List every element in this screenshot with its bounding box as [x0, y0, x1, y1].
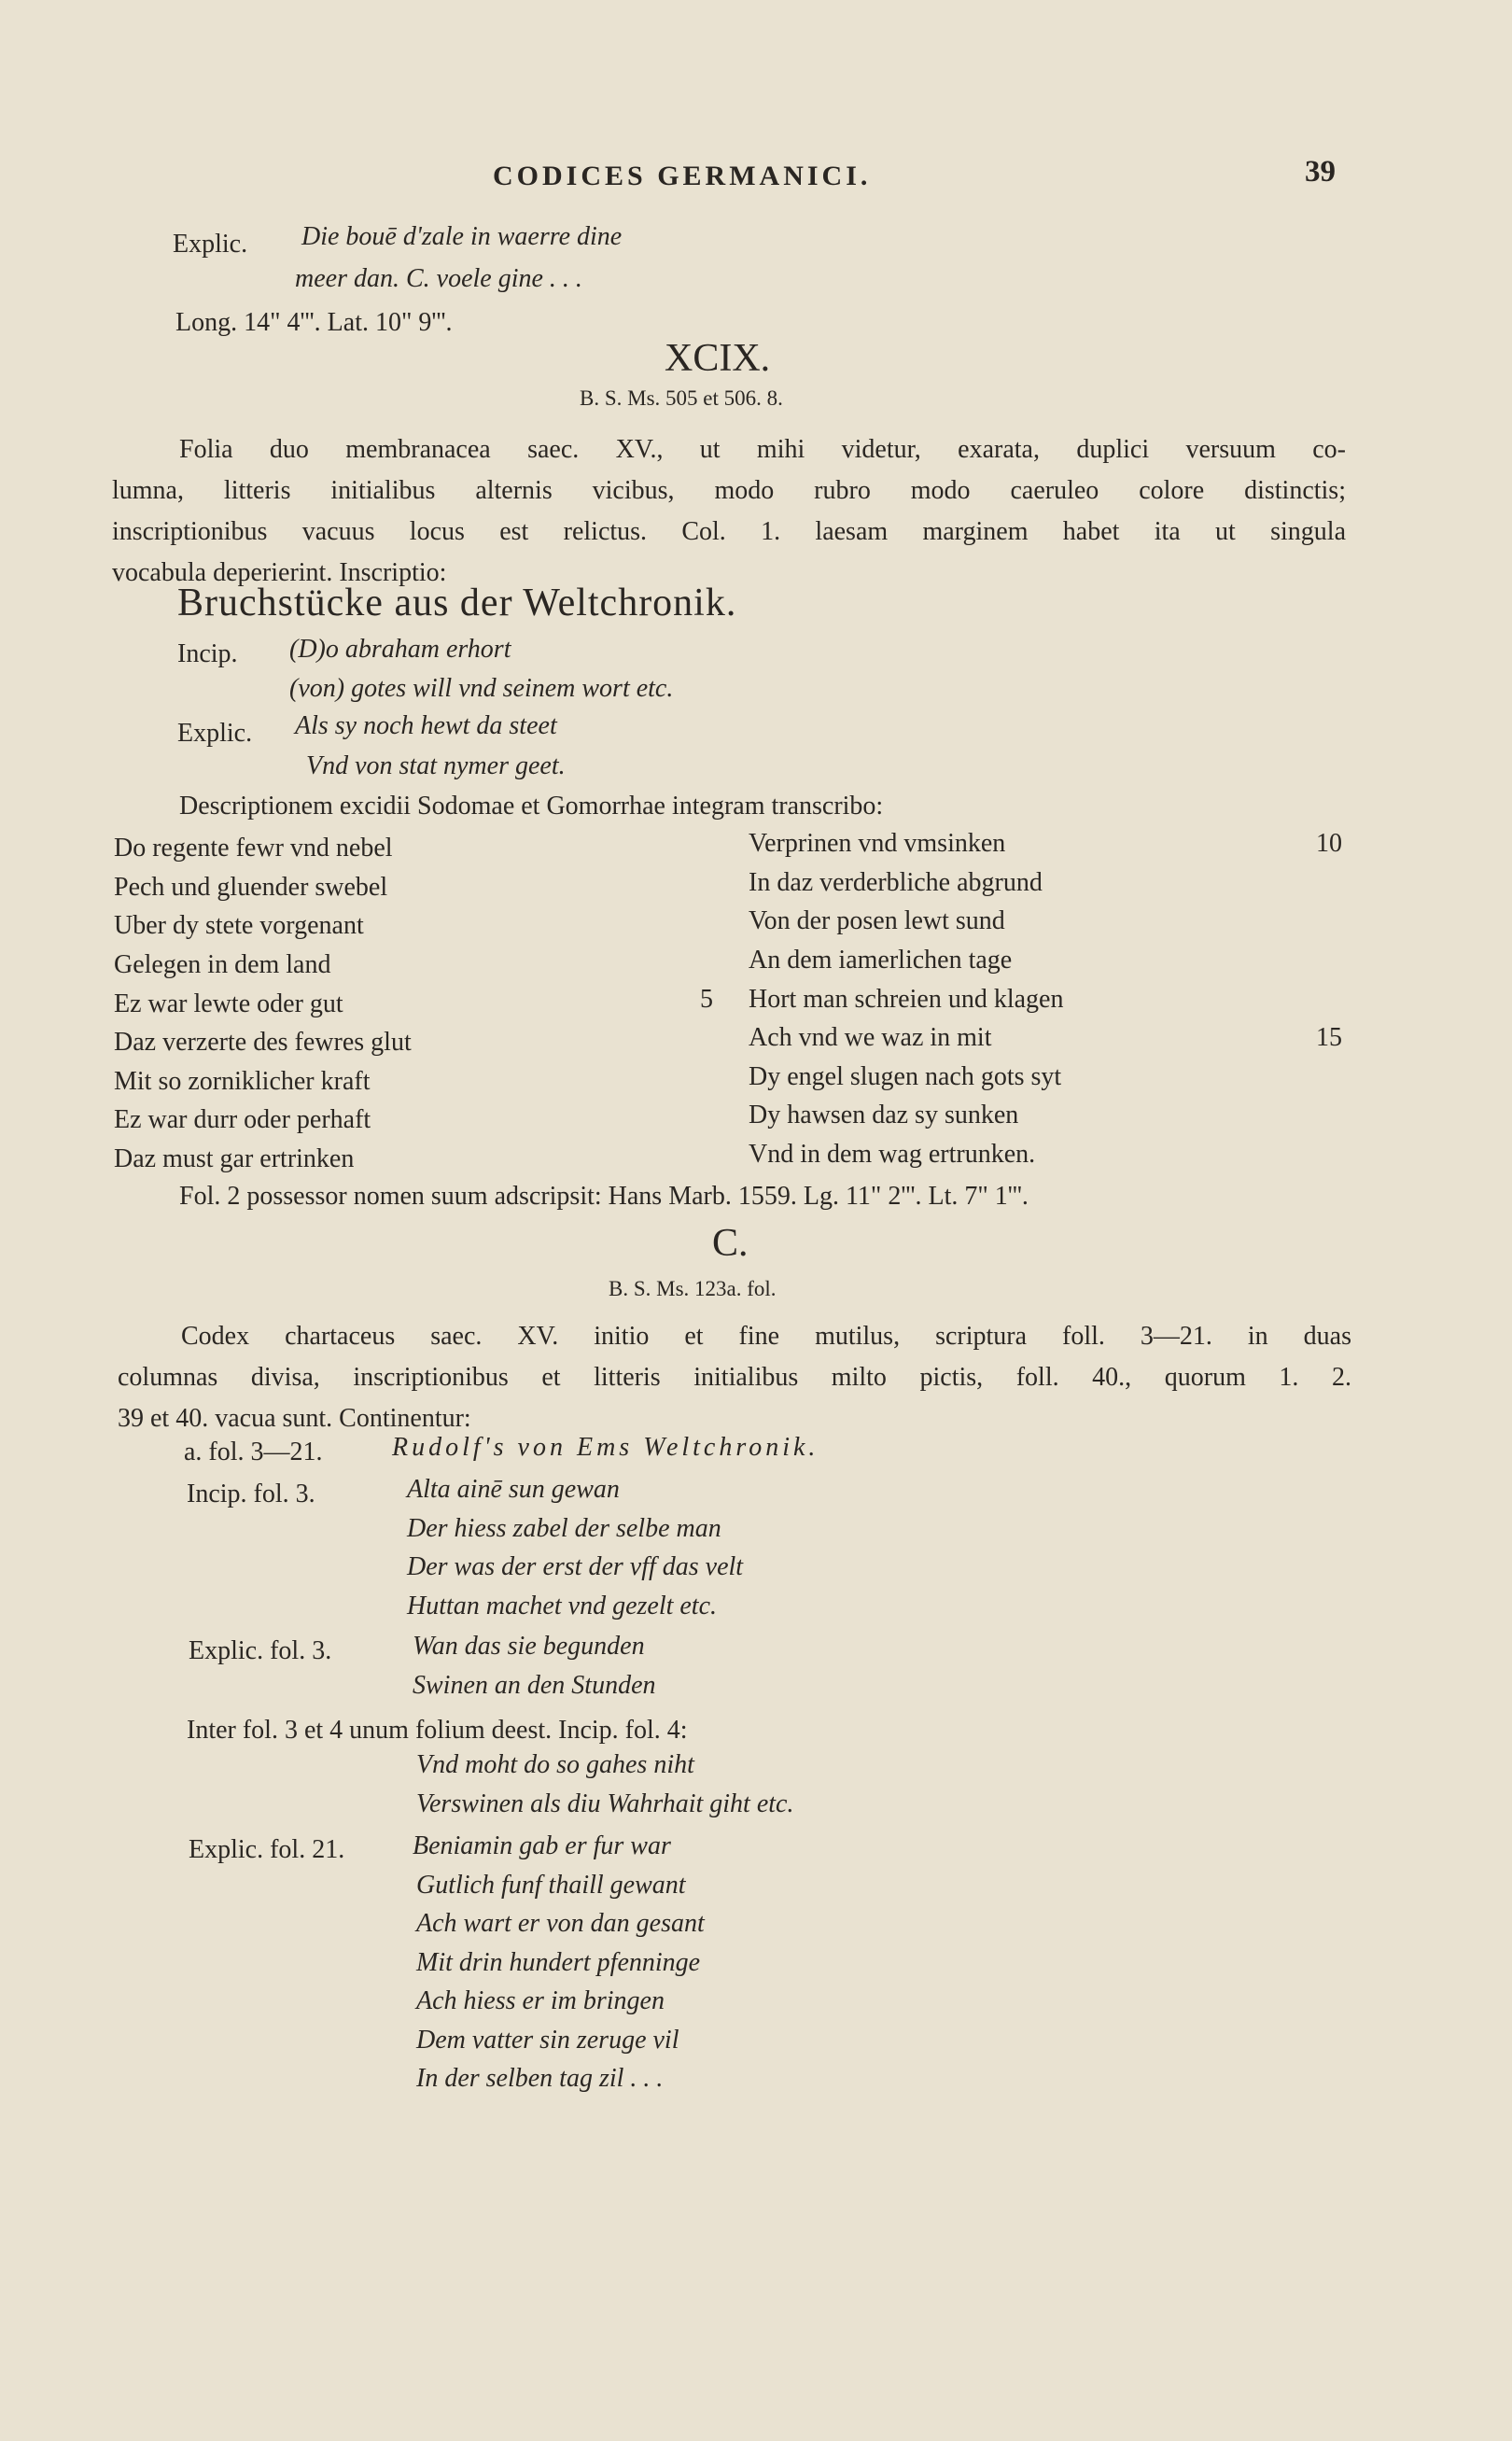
- description-c: [118, 1316, 1351, 1439]
- verse-line: Ach wart er von dan gesant: [416, 1909, 705, 1938]
- incip-line: (von) gotes will vnd seinem wort etc.: [289, 674, 674, 703]
- verse-line: Beniamin gab er fur war: [413, 1831, 671, 1860]
- poem-line: Dy engel slugen nach gots syt: [749, 1062, 1062, 1091]
- description-line: 39 et 40. vacua sunt. Continentur:: [118, 1404, 471, 1433]
- verse-line: Alta ainē sun gewan: [407, 1475, 620, 1504]
- line-number: 10: [1316, 829, 1342, 858]
- poem-line: Mit so zorniklicher kraft: [114, 1067, 371, 1096]
- poem-line: Von der posen lewt sund: [749, 906, 1005, 935]
- poem-line: Uber dy stete vorgenant: [114, 911, 364, 940]
- poem-line: An dem iamerlichen tage: [749, 946, 1013, 975]
- top-explic-line: meer dan. C. voele gine . . .: [295, 264, 582, 293]
- incip-label: Incip.: [177, 639, 238, 668]
- shelfmark-xcix: B. S. Ms. 505 et 506. 8.: [580, 386, 783, 410]
- poem-line: Ez war lewte oder gut: [114, 989, 343, 1018]
- explic-label: Explic. fol. 21.: [189, 1835, 345, 1864]
- description-line: lumna, litteris initialibus alternis vicibus, modo rubro modo caeruleo colore distinctis;: [112, 476, 1346, 505]
- poem-line: Hort man schreien und klagen: [749, 985, 1064, 1014]
- description-line: columnas divisa, inscriptionibus et litteris initialibus milto pictis, foll. 40., quorum 1. 2.: [118, 1363, 1351, 1392]
- poem-line: Pech und gluender swebel: [114, 873, 388, 902]
- poem-line: Gelegen in dem land: [114, 950, 331, 979]
- description-line: Folia duo membranacea saec. XV., ut mihi videtur, exarata, duplici versuum co-: [179, 435, 1346, 464]
- top-explic-label: Explic.: [173, 230, 248, 259]
- line-number: 5: [700, 985, 713, 1014]
- section-heading-xcix: XCIX.: [665, 337, 771, 380]
- explic-label: Explic.: [177, 719, 253, 748]
- poem-line: Daz must gar ertrinken: [114, 1144, 355, 1173]
- description-line: inscriptionibus vacuus locus est relictus. Col. 1. laesam marginem habet ita ut singula: [112, 517, 1346, 546]
- page-number: 39: [1305, 155, 1336, 189]
- verse-line: Wan das sie begunden: [413, 1632, 645, 1661]
- poem-line: Dy hawsen daz sy sunken: [749, 1101, 1019, 1129]
- poem-intro: Descriptionem excidii Sodomae et Gomorrhae integram transcribo:: [179, 792, 884, 821]
- verse-line: Gutlich funf thaill gewant: [416, 1871, 686, 1900]
- description-line: Codex chartaceus saec. XV. initio et fine mutilus, scriptura foll. 3—21. in duas: [181, 1322, 1351, 1351]
- incip-line: (D)o abraham erhort: [289, 635, 511, 664]
- line-number: 15: [1316, 1023, 1342, 1052]
- verse-line: Verswinen als diu Wahrhait giht etc.: [416, 1789, 794, 1818]
- verse-line: Dem vatter sin zeruge vil: [416, 2026, 679, 2055]
- verse-line: Der was der erst der vff das velt: [407, 1552, 744, 1581]
- verse-line: Huttan machet vnd gezelt etc.: [407, 1592, 718, 1620]
- inter-note: Inter fol. 3 et 4 unum folium deest. Incip. fol. 4:: [187, 1716, 688, 1745]
- verse-line: Vnd moht do so gahes niht: [416, 1750, 694, 1779]
- incip-label: Incip. fol. 3.: [187, 1480, 315, 1508]
- poem-line: Ez war durr oder perhaft: [114, 1105, 371, 1134]
- verse-line: In der selben tag zil . . .: [416, 2064, 664, 2093]
- item-a-title: Rudolf's von Ems Weltchronik.: [392, 1433, 819, 1462]
- item-a-label: a. fol. 3—21.: [184, 1438, 323, 1466]
- verse-line: Swinen an den Stunden: [413, 1671, 656, 1700]
- work-title: Bruchstücke aus der Weltchronik.: [177, 582, 737, 624]
- section-heading-c: C.: [712, 1222, 749, 1265]
- poem-line: In daz verderbliche abgrund: [749, 868, 1043, 897]
- poem-line: Verprinen vnd vmsinken: [749, 829, 1006, 858]
- verse-line: Ach hiess er im bringen: [416, 1986, 665, 2015]
- verse-line: Mit drin hundert pfenninge: [416, 1948, 701, 1977]
- explic-label: Explic. fol. 3.: [189, 1636, 332, 1665]
- description-line: vocabula deperierint. Inscriptio:: [112, 558, 447, 587]
- running-title: CODICES GERMANICI.: [493, 161, 872, 191]
- fol-note: Fol. 2 possessor nomen suum adscripsit: Hans Marb. 1559. Lg. 11" 2'''. Lt. 7" 1'''.: [179, 1182, 1029, 1211]
- poem-line: Ach vnd we waz in mit: [749, 1023, 992, 1052]
- poem-line: Do regente fewr vnd nebel: [114, 834, 393, 863]
- top-explic-line: Die bouē d'zale in waerre dine: [301, 222, 623, 251]
- poem-line: Vnd in dem wag ertrunken.: [749, 1140, 1036, 1169]
- long-lat: Long. 14" 4'''. Lat. 10" 9'''.: [175, 308, 453, 337]
- verse-line: Der hiess zabel der selbe man: [407, 1514, 721, 1543]
- shelfmark-c: B. S. Ms. 123a. fol.: [609, 1277, 777, 1300]
- explic-line: Als sy noch hewt da steet: [295, 711, 557, 740]
- poem-line: Daz verzerte des fewres glut: [114, 1028, 412, 1057]
- explic-line: Vnd von stat nymer geet.: [306, 751, 566, 780]
- description-xcix: [112, 429, 1346, 594]
